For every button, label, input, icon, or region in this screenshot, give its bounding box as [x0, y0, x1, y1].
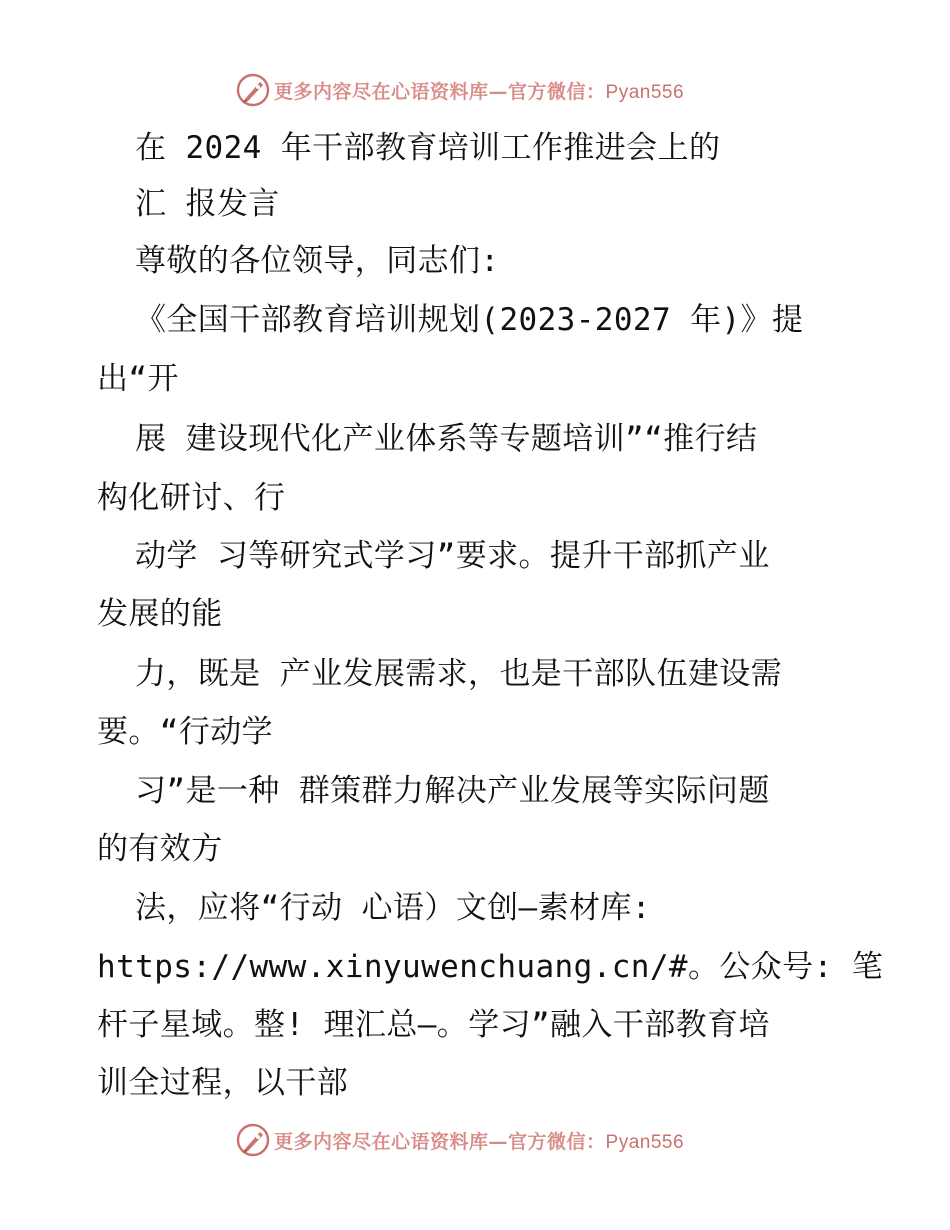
- footer-banner-label: 更多内容尽在心语资料库—官方微信：: [274, 1130, 606, 1153]
- text-line: 杆子星域。整! 理汇总—。学习”融入干部教育培: [97, 1007, 770, 1043]
- header-banner-wechat: Pyan556: [605, 81, 685, 103]
- text-line: 尊敬的各位领导，同志们:: [135, 243, 500, 279]
- header-banner-text: [274, 77, 684, 104]
- quill-pen-logo-icon: [236, 73, 270, 107]
- footer-banner-wechat: Pyan556: [605, 1131, 685, 1153]
- footer-banner: [236, 1122, 736, 1158]
- text-line: 训全过程，以干部: [97, 1065, 349, 1101]
- text-line: 法，应将“行动 心语）文创—素材库:: [135, 890, 651, 926]
- text-line: 汇 报发言: [135, 186, 280, 222]
- text-line: 展 建设现代化产业体系等专题培训”“推行结: [135, 421, 758, 457]
- text-line: https://www.xinyuwenchuang.cn/#。公众号: 笔: [97, 949, 884, 985]
- footer-banner-text: [274, 1127, 684, 1154]
- header-banner: [236, 72, 736, 108]
- text-line: 《全国干部教育培训规划(2023-2027 年)》提: [135, 302, 804, 338]
- text-line: 动学 习等研究式学习”要求。提升干部抓产业: [135, 538, 770, 574]
- text-line: 的有效方: [97, 831, 223, 867]
- text-line: 出“开: [97, 361, 179, 397]
- header-banner-label: 更多内容尽在心语资料库—官方微信：: [274, 80, 606, 103]
- quill-pen-logo-icon: [236, 1123, 270, 1157]
- text-line: 力，既是 产业发展需求，也是干部队伍建设需: [135, 656, 783, 692]
- text-line: 构化研讨、行: [97, 480, 286, 516]
- text-line: 习”是一种 群策群力解决产业发展等实际问题: [135, 773, 770, 809]
- text-line: 在 2024 年干部教育培训工作推进会上的: [135, 130, 721, 166]
- text-line: 发展的能: [97, 596, 223, 632]
- text-line: 要。“行动学: [97, 714, 274, 750]
